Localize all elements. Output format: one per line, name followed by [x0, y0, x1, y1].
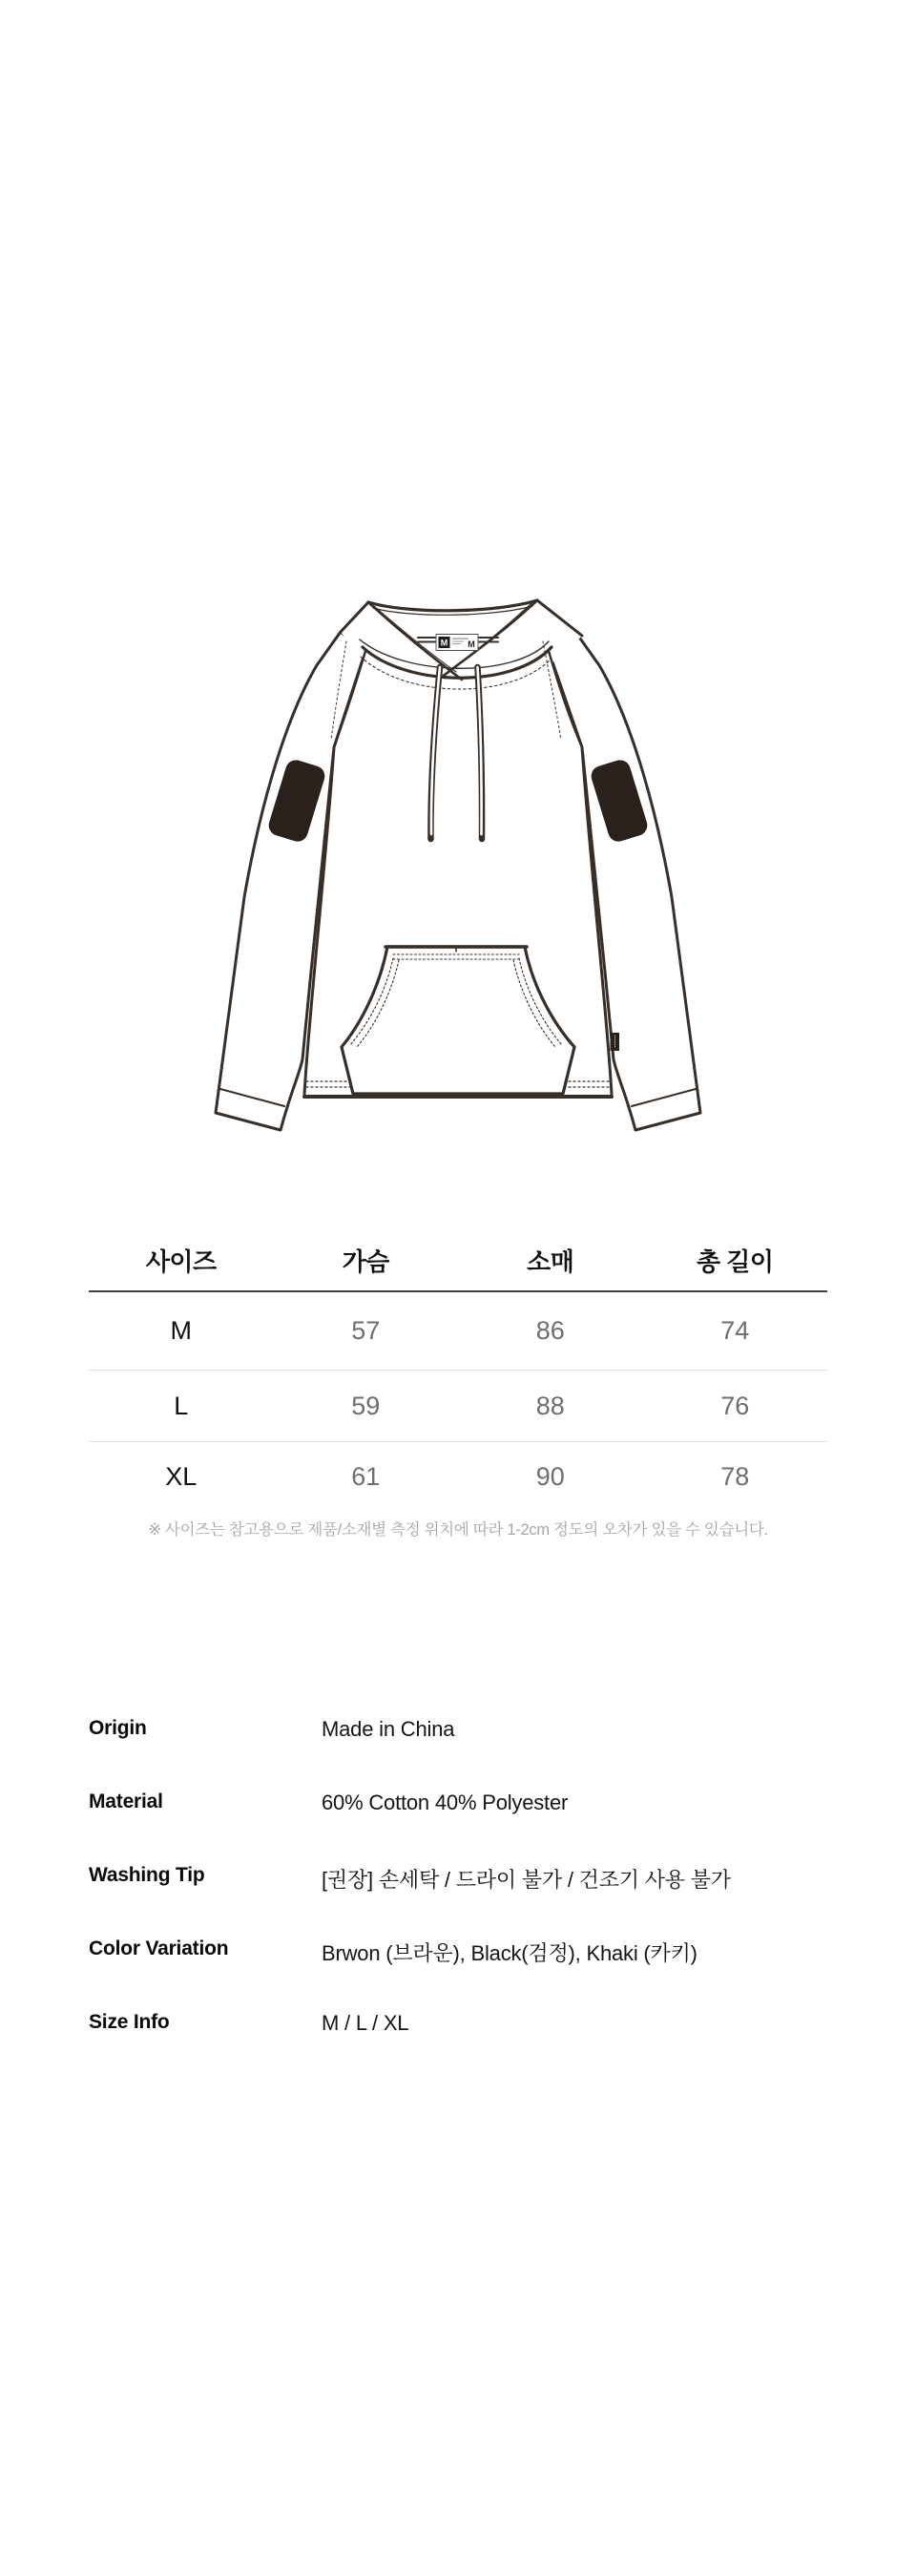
hoodie-flat-sketch-svg [114, 573, 802, 1164]
info-row-size-info [89, 2011, 852, 2038]
cell-length: 74 [720, 1316, 750, 1345]
svg-text:M: M [440, 638, 448, 648]
size-table-header [89, 1229, 827, 1292]
cell-sleeve: 86 [535, 1316, 565, 1345]
info-value: Brwon (브라운), Black(검정), Khaki (카키) [322, 1941, 697, 1965]
cell-size: L [174, 1391, 189, 1420]
info-value: [권장] 손세탁 / 드라이 불가 / 건조기 사용 불가 [322, 1868, 731, 1892]
side-tag [611, 1033, 620, 1051]
cell-sleeve: 88 [535, 1391, 565, 1420]
cell-length: 78 [720, 1461, 750, 1491]
neck-label [436, 635, 478, 651]
cell-size: M [170, 1316, 192, 1345]
info-label: Washing Tip [89, 1864, 205, 1886]
table-row-l [89, 1371, 827, 1442]
info-value: Made in China [322, 1717, 455, 1741]
neck-label-size-text: M [468, 639, 475, 649]
info-value: M / L / XL [322, 2011, 409, 2035]
header-cell-size: 사이즈 [145, 1246, 217, 1276]
cell-chest: 61 [351, 1461, 381, 1491]
info-label: Color Variation [89, 1937, 229, 1959]
header-cell-sleeve: 소매 [527, 1246, 574, 1276]
hoodie-illustration [114, 573, 802, 1164]
info-label: Size Info [89, 2011, 170, 2033]
cell-length: 76 [720, 1391, 750, 1420]
info-row-color-variation [89, 1937, 852, 1964]
info-label: Material [89, 1791, 163, 1812]
cell-sleeve: 90 [535, 1461, 565, 1491]
header-cell-chest: 가슴 [342, 1246, 389, 1276]
cell-chest: 59 [351, 1391, 381, 1420]
info-label: Origin [89, 1717, 147, 1739]
header-cell-length: 총 길이 [696, 1246, 774, 1276]
cell-chest: 57 [351, 1316, 381, 1345]
info-row-washing-tip [89, 1864, 852, 1891]
info-row-origin [89, 1717, 852, 1744]
info-value: 60% Cotton 40% Polyester [322, 1791, 569, 1814]
product-info-section [89, 1717, 852, 2084]
info-row-material [89, 1791, 852, 1817]
size-note: ※ 사이즈는 참고용으로 제품/소재별 측정 위치에 따라 1-2cm 정도의 오차가 있을 수 있습니다. [148, 1521, 768, 1539]
table-row-m [89, 1292, 827, 1371]
size-table [89, 1229, 827, 1539]
cell-size: XL [165, 1461, 198, 1491]
table-row-xl [89, 1442, 827, 1511]
